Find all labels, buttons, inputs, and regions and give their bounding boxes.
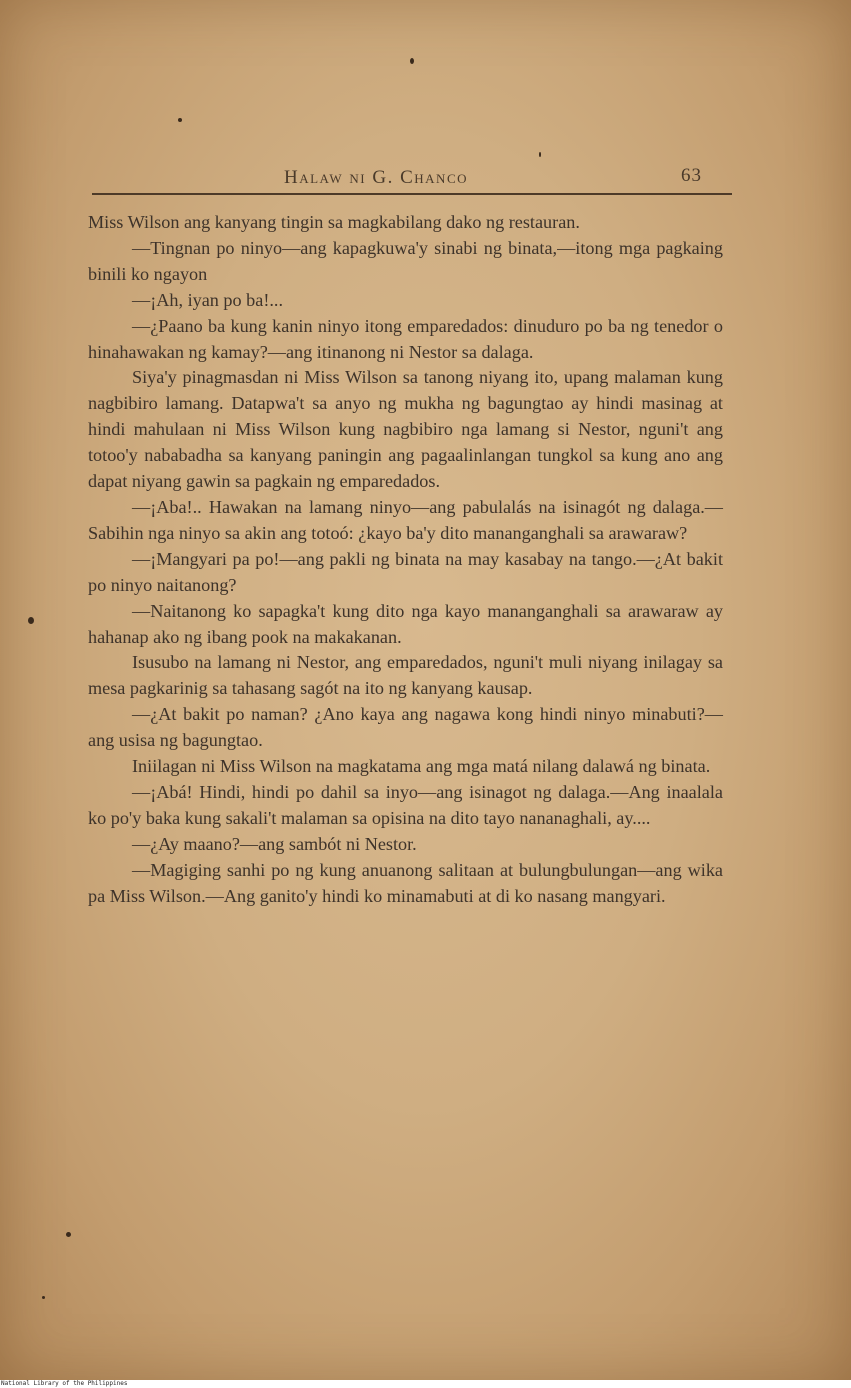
paper-speck [539, 152, 541, 157]
paper-speck [410, 58, 414, 64]
paper-speck [42, 1296, 45, 1299]
paragraph: Miss Wilson ang kanyang tingin sa magkabilang dako ng restauran. [88, 212, 580, 232]
paper-speck [178, 118, 182, 122]
paragraph: —Naitanong ko sapagka't kung dito nga kayo mananganghali sa arawaraw ay hahanap ako ng ibang pook na makakanan. [88, 600, 723, 647]
paragraph: —¡Abá! Hindi, hindi po dahil sa inyo—ang isinagot ng dalaga.—Ang inaalala ko po'y baka kung sakali't malaman sa opisina na dito tayo nananaghali, ay.... [88, 781, 723, 828]
page-number: 63 [681, 165, 702, 186]
paragraph: —Magiging sanhi po ng kung anuanong salitaan at bulungbulungan—ang wika pa Miss Wilson.—Ang ganito'y hindi ko minamabuti at di ko nasang mangyari. [88, 859, 723, 906]
paragraph: —¿Paano ba kung kanin ninyo itong emparedados: dinuduro po ba ng tenedor o hinahawakan ng kamay?—ang itinanong ni Nestor sa dalaga. [88, 315, 723, 362]
paragraph: —¡Ah, iyan po ba!... [132, 289, 284, 310]
paragraph: —Tingnan po ninyo—ang kapagkuwa'y sinabi ng binata,—itong mga pagkaing binili ko ngayon [88, 237, 723, 284]
paragraph: —¿Ay maano?—ang sambót ni Nestor. [132, 833, 417, 854]
paper-speck [28, 617, 34, 624]
paragraph: Siya'y pinagmasdan ni Miss Wilson sa tanong niyang ito, upang malaman kung nagbibiro lamang. Datapwa't sa anyo ng mukha ng bagungtao ay hindi masinag at hindi mahulaan ni Miss Wilson kung nagbibiro nga lamang si Nestor, nguni't ang totoo'y nababadha sa kanyang paningin ang pagaalinlangan tungkol sa kung ano ang dapat niyang gawin sa pagkain ng emparedados. [88, 367, 723, 492]
paper-speck [66, 1232, 71, 1237]
paragraph: Iniilagan ni Miss Wilson na magkatama ang mga matá nilang dalawá ng binata. [132, 756, 711, 777]
running-title: Halaw ni G. Chanco [284, 167, 469, 188]
header-rule [92, 193, 732, 195]
library-credit: National Library of the Philippines [1, 1380, 128, 1387]
body-text [88, 210, 723, 909]
page-header [92, 165, 732, 195]
footer-strip [0, 1380, 851, 1388]
paragraph: —¡Mangyari pa po!—ang pakli ng binata na may kasabay na tango.—¿At bakit po ninyo naitanong? [88, 548, 723, 595]
paragraph: Isusubo na lamang ni Nestor, ang emparedados, nguni't muli niyang inilagay sa mesa pagkarinig sa tahasang sagót na ito ng kanyang kausap. [88, 652, 723, 699]
paragraph: —¡Aba!.. Hawakan na lamang ninyo—ang pabulalás na isinagót ng dalaga.—Sabihin nga ninyo sa akin ang totoó: ¿kayo ba'y dito mananganghali sa arawaraw? [88, 496, 723, 543]
paragraph: —¿At bakit po naman? ¿Ano kaya ang nagawa kong hindi ninyo minabuti?—ang usisa ng bagungtao. [88, 704, 723, 751]
